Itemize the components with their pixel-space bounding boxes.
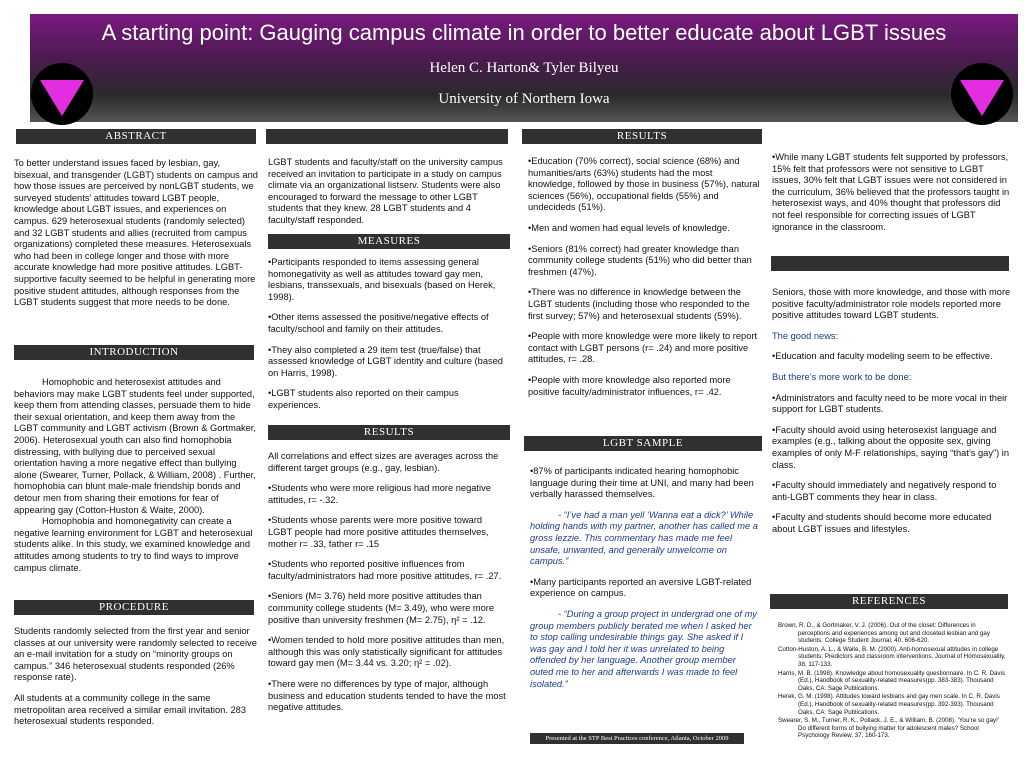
results-item: All correlations and effect sizes are averages across the different target groups (e.g., gay, lesbian).: [268, 451, 499, 473]
reference-item: Brown, R. D., & Gortmaker, V. J. (2006). Out of the closet: Differences in perceptions and experiences among out and closeted lesbian and gay students. College Student Journal, 40, 606-620.: [778, 622, 990, 645]
reference-item: Cotton-Huston, A. L., & Waite, B. M. (2000). Anti-homosexual attitudes in college students: Predictors and classroom interventions. Journal of Homosexuality, 38, 117-133.: [778, 645, 1006, 668]
measures-item: •They also completed a 29 item test (true/false) that assessed knowledge of LGBT identity and culture (based on Harris, 1998).: [268, 344, 503, 378]
reference-item: Herek, G. M. (1998). Attitudes toward lesbians and gay men scale. In C. R. Davis (Ed.), Handbook of sexuality-related measures(pp. 392-393). Thousand Oaks, CA: Sage Publications.: [778, 693, 1000, 716]
lgbt-sample-text: [530, 466, 760, 699]
introduction-paragraph: Homophobia and homonegativity can create a negative learning environment for LGBT and heterosexual students alike. In this study, we examined knowledge and attitudes among students to try to find ways to improve campus climate.: [14, 516, 253, 573]
sample-item: •Many participants reported an aversive LGBT-related experience on campus.: [530, 576, 752, 599]
results-item: •There were no differences by type of major, although business and education students tended to have the most negative attitudes.: [268, 678, 506, 713]
results-text-right: [528, 156, 760, 407]
conference-note: Presented at the STP Best Practices conference, Atlanta, October 2009: [530, 733, 744, 744]
good-news-label: The good news:: [772, 330, 839, 341]
results-heading-left: RESULTS: [268, 425, 510, 440]
results-item: •Men and women had equal levels of knowledge.: [528, 222, 730, 233]
results-item: •Education (70% correct), social science (68%) and humanities/arts (63%) students had the most knowledge, followed by those in business (57%), natural sciences (56%), occupational fields (55%) and undecideds (51%).: [528, 156, 760, 213]
recruitment-paragraph: LGBT students and faculty/staff on the university campus received an invitation to participate in a study on campus climate via an organizational listserv. Students were also encouraged to forward the message to other LGBT students that they knew. 28 LGBT students and 4 faculty/staff responded.: [268, 157, 503, 225]
abstract-paragraph: To better understand issues faced by lesbian, gay, bisexual, and transgender (LGBT) students on campus and how those issues are perceived by nonLGBT students, we surveyed students’ attitudes toward LGBT people, knowledge about LGBT issues, and experiences on campus. 629 heterosexual students (randomly selected) and 32 LGBT students and allies (recruited from campus organizations) completed these measures. Heterosexuals who had been in college longer and those with more accurate knowledge had more positive attitudes. LGBT-supportive faculty seemed to be helpful in generating more positive student attitudes, although responses from the LGBT students suggest that more needs to be done.: [14, 158, 258, 308]
introduction-paragraph: Homophobic and heterosexist attitudes and behaviors may make LGBT students feel under supported, keep them from attending classes, persuade them to hide their sexual orientation, and keep them away from the LGBT community and LGBT activism (Brown & Gortmaker, 2006). Heterosexual youth can also find homophobia distressing, with bullying due to perceived sexual orientation having a more negative effect than bullying alone (Swearer, Turner, Pollack, & William, 2008) . Further, homophobia can blunt male-male friendship bonds and detour men from sharing their emotions for fear of appearing gay (Cotton-Huston & Waite, 2000).: [14, 377, 256, 515]
pink-triangle-icon: [30, 62, 94, 126]
references-list: [778, 622, 1008, 741]
university: University of Northern Iowa: [438, 91, 610, 107]
introduction-heading: INTRODUCTION: [14, 345, 254, 360]
lgbt-sample-heading: LGBT SAMPLE: [524, 436, 762, 451]
reference-item: Harris, M. B. (1998). Knowledge about homosexuality questionnaire. In C. R. Davis (Ed.), Handbook of sexuality-related measures(pp. 383-383). Thousand Oaks, CA: Sage Publications.: [778, 669, 1005, 692]
procedure-paragraph: Students randomly selected from the first year and senior classes at our university were randomly selected to receive an e-mail invitation for a study on “minority groups on campus.” 346 heterosexual students responded (26% response rate).: [14, 626, 257, 683]
results-item: •Seniors (M= 3.76) held more positive attitudes than community college students (M= 3.49), who were more positive than university freshmen (M= 2.75), η² = .12.: [268, 591, 495, 625]
discussion-paragraph: •While many LGBT students felt supported by professors, 15% felt that professors were not sensitive to LGBT issues, 30% felt that LGBT issues were not considered in the curriculum, 36% believed that the professors taught in heterosexist ways, and 40% thought that professors did not feel responsible for correcting issues of LGBT ignorance in the classroom.: [772, 152, 1010, 232]
procedure-text: [14, 626, 258, 737]
work-item: •Faculty and students should become more educated about LGBT issues and lifestyles.: [772, 512, 992, 534]
abstract-text: [14, 158, 258, 318]
measures-text: [268, 257, 508, 421]
procedure-heading: PROCEDURE: [14, 600, 254, 615]
reference-item: Swearer, S. M., Turner, R. K., Pollack, J. E., & William, B. (2008). ‘You’re so gay!’ Do different forms of bullying matter for adolescent males? School Psychology Review, 37, 160-173.: [778, 717, 999, 740]
work-item: •Faculty should avoid using heterosexist language and examples (e.g., talking about the opposite sex, giving examples of only M-F relationships, saying “that’s gay”) in class.: [772, 424, 1009, 470]
procedure-paragraph: All students at a community college in the same metropolitan area received a similar email invitation. 283 heterosexual students responded.: [14, 692, 247, 727]
introduction-text: [14, 377, 258, 583]
work-item: •Administrators and faculty need to be more vocal in their support for LGBT students.: [772, 392, 1008, 415]
results-item: •People with more knowledge also reported more positive faculty/administrator influences, r= .42.: [528, 374, 731, 397]
results-item: •Seniors (81% correct) had greater knowledge than community college students (51%) who did better than freshmen (47%).: [528, 243, 752, 277]
col2-top-bar: [266, 129, 508, 144]
results-item: •Students who reported positive influences from faculty/administrators had more positive attitudes, r= .27.: [268, 559, 502, 581]
discussion-text-2: [772, 287, 1012, 545]
poster-title: A starting point: Gauging campus climate in order to better educate about LGBT issues: [101, 20, 947, 45]
discussion-bar: [771, 256, 1009, 271]
pink-triangle-icon: [950, 62, 1014, 126]
sample-item: •87% of participants indicated hearing homophobic language during their time at UNI, and many had been verbally harassed themselves.: [530, 466, 754, 500]
student-quote: - “During a group project in undergrad one of my group members publicly berated me when I asked her to stop calling undesirable things gay. She asked if I was gay and I told her it was unrelated to being offended by her language. Another group member outed me to her and afterwards I was made to feel isolated.”: [530, 608, 757, 689]
title-banner: [30, 14, 1018, 122]
references-heading: REFERENCES: [770, 594, 1008, 609]
measures-item: •Other items assessed the positive/negative effects of faculty/school and family on their attitudes.: [268, 312, 489, 334]
abstract-heading: ABSTRACT: [16, 129, 256, 144]
good-news-item: •Education and faculty modeling seem to be effective.: [772, 351, 993, 362]
student-quote: - “I’ve had a man yell ‘Wanna eat a dick?’ While holding hands with my partner, another has called me a gross lezzie. This commentary has made me feel unsafe, unwanted, and generally unwelcome on campus.”: [530, 509, 758, 567]
measures-item: •LGBT students also reported on their campus experiences.: [268, 388, 459, 410]
results-heading-right: RESULTS: [522, 129, 762, 144]
more-work-label: But there’s more work to be done:: [772, 371, 912, 382]
results-item: •Students whose parents were more positive toward LGBT people had more positive attitudes themselves, mother r= .33, father r= .15: [268, 515, 489, 549]
discussion-text: [772, 152, 1012, 242]
authors: Helen C. Harton& Tyler Bilyeu: [429, 60, 619, 76]
measures-heading: MEASURES: [268, 234, 510, 249]
results-item: •People with more knowledge were more likely to report contact with LGBT persons (r= .24) and more positive attitudes, r= .28.: [528, 331, 758, 365]
discussion-paragraph: Seniors, those with more knowledge, and those with more positive faculty/administrator role models reported more positive attitudes toward LGBT students.: [772, 287, 1011, 321]
lgbt-recruitment-text: [268, 157, 508, 236]
results-text-left: [268, 451, 508, 723]
work-item: •Faculty should immediately and negatively respond to anti-LGBT comments they hear in class.: [772, 480, 997, 502]
results-item: •There was no difference in knowledge between the LGBT students (including those who responded to the first survey; 57%) and heterosexual students (59%).: [528, 287, 750, 321]
results-item: •Women tended to hold more positive attitudes than men, although this was only statistically significant for attitudes toward gay men (M= 3.44 vs. 3.20; η² = .02).: [268, 635, 505, 669]
measures-item: •Participants responded to items assessing general homonegativity as well as attitudes toward gay men, lesbians, transsexuals, and bisexuals (based on Herek, 1998).: [268, 257, 496, 302]
results-item: •Students who were more religious had more negative attitudes, r= -.32.: [268, 483, 491, 505]
